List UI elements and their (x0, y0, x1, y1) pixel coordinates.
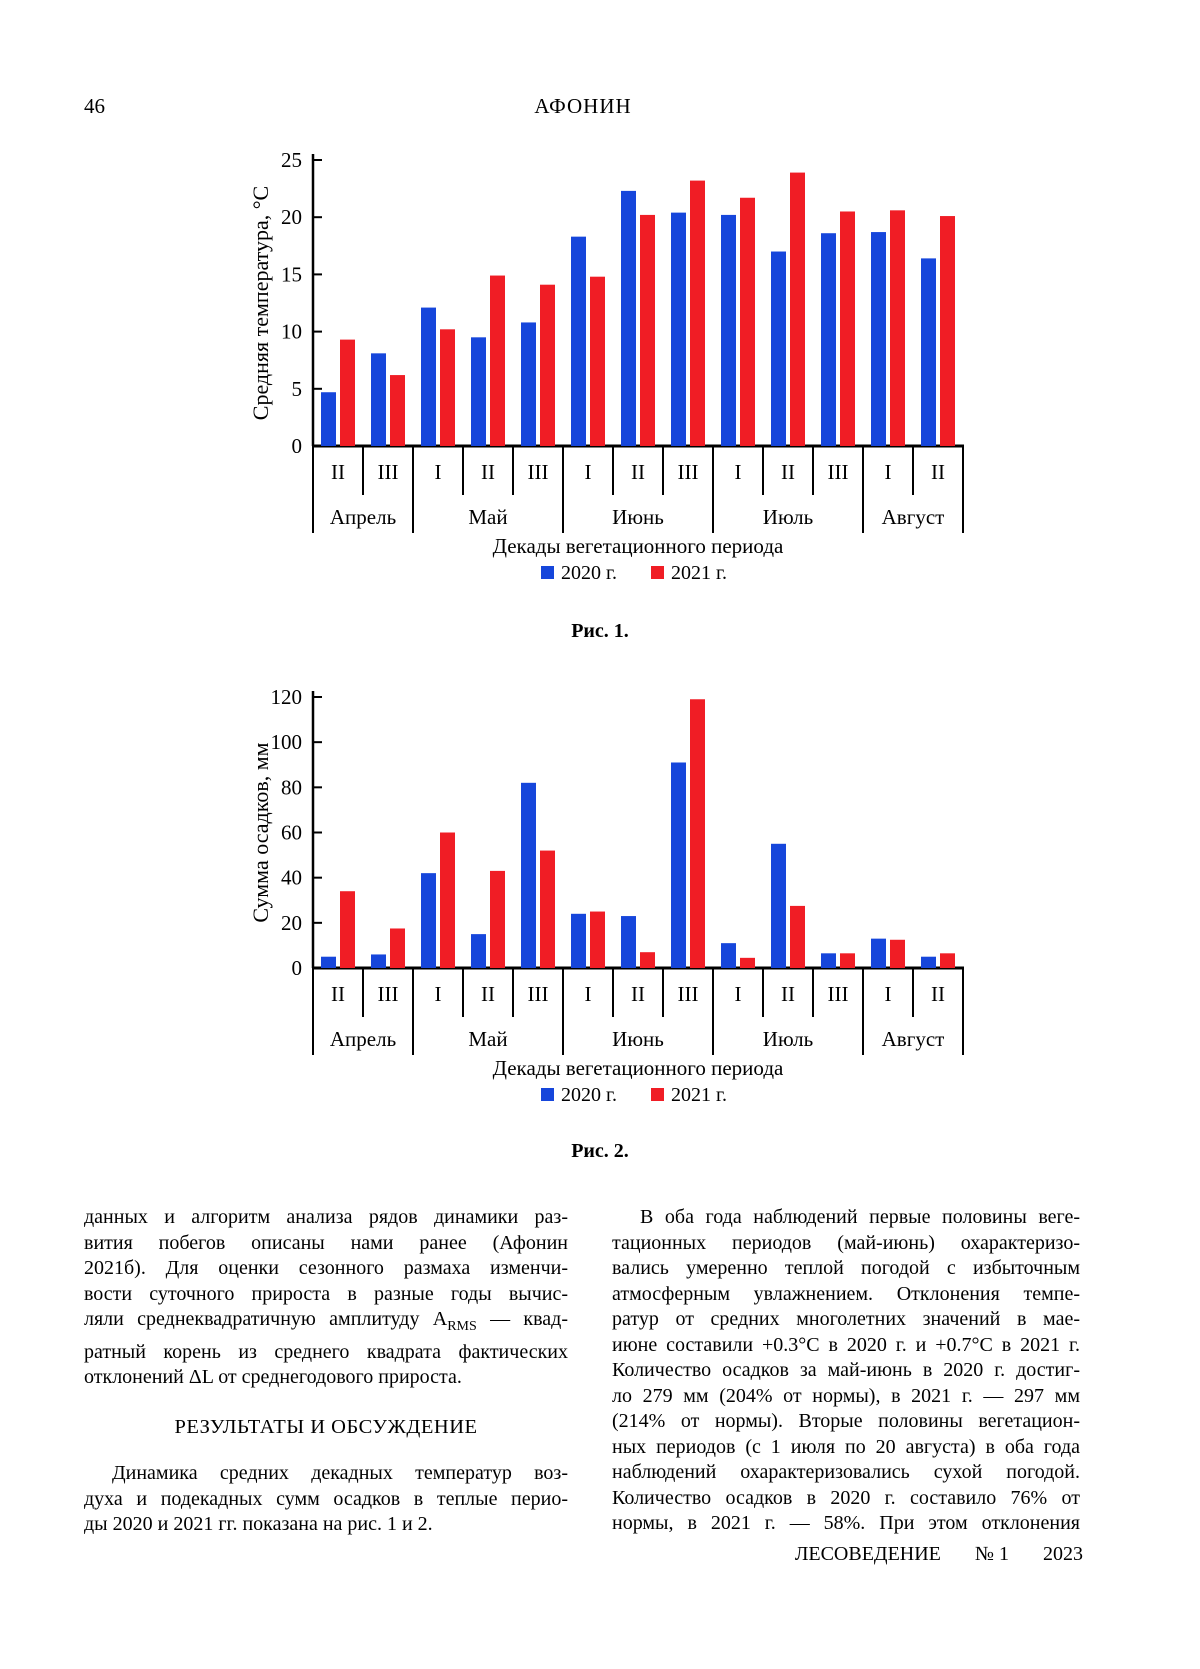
month-label: Август (881, 1027, 945, 1051)
bar-2020-III (671, 213, 686, 446)
text-line: июне составили +0.3°С в 2020 г. и +0.7°С в 2021 г. (612, 1333, 1080, 1356)
bar-2021-II (340, 891, 355, 968)
decade-label: II (481, 982, 495, 1006)
text-line: Количество осадков в 2020 г. составило 76% от (612, 1486, 1080, 1509)
bar-2021-II (490, 871, 505, 968)
bar-2020-III (671, 762, 686, 968)
bar-2020-I (421, 873, 436, 968)
bar-2021-III (840, 953, 855, 968)
month-label: Август (881, 505, 945, 529)
decade-label: III (827, 982, 849, 1006)
bar-2021-I (740, 958, 755, 968)
bar-2020-III (371, 954, 386, 968)
decade-label: II (781, 460, 795, 484)
right-text-column (612, 1205, 1080, 1537)
text-line: ляли среднеквадратичную амплитуду $A_{RMS}$ — квад- (84, 1308, 568, 1334)
text-line: ных периодов (с 1 июля по 20 августа) в оба года (612, 1435, 1080, 1458)
text-line: нормы, в 2021 г. — 58%. При этом отклонения (612, 1512, 1080, 1534)
legend-label: 2020 г. (561, 1084, 617, 1106)
bar-2021-I (590, 277, 605, 446)
bar-2020-II (621, 191, 636, 446)
text-line: 2021б). Для оценки сезонного размаха изменчи- (84, 1257, 568, 1279)
text-line: духа и подекадных сумм осадков в теплые перио- (84, 1487, 568, 1510)
month-label: Июнь (612, 505, 664, 529)
x-axis-title: Декады вегетационного периода (492, 1056, 784, 1080)
month-label: Июль (762, 1027, 814, 1051)
y-tick-label: 5 (291, 376, 302, 401)
bar-2021-II (790, 173, 805, 446)
legend-swatch (651, 566, 664, 579)
journal-footer (795, 1543, 1083, 1566)
section-heading: РЕЗУЛЬТАТЫ И ОБСУЖДЕНИЕ (174, 1415, 478, 1438)
figure-1-temperature-chart (0, 130, 1200, 630)
bar-2020-III (371, 353, 386, 446)
text-line: Количество осадков за май-июнь в 2020 г. достиг- (612, 1359, 1080, 1381)
bar-2020-III (821, 953, 836, 968)
decade-label: II (631, 982, 645, 1006)
bar-2020-II (321, 392, 336, 446)
bar-2021-I (440, 329, 455, 446)
decade-label: III (377, 460, 399, 484)
bar-2020-II (621, 916, 636, 968)
text-line: (214% от нормы). Вторые половины вегетацион- (612, 1410, 1080, 1432)
bar-2021-III (390, 928, 405, 968)
text-line: ло 279 мм (204% от нормы), в 2021 г. — 297 мм (612, 1384, 1080, 1407)
bar-2021-II (940, 216, 955, 446)
y-axis-title: Сумма осадков, мм (248, 742, 273, 923)
page-number: 46 (84, 94, 105, 118)
bar-2021-I (440, 833, 455, 969)
bar-2020-II (471, 337, 486, 446)
bar-2021-II (790, 906, 805, 968)
bar-2021-III (540, 285, 555, 446)
decade-label: III (677, 982, 699, 1006)
legend-label: 2020 г. (561, 562, 617, 584)
text-line: данных и алгоритм анализа рядов динамики раз- (84, 1206, 568, 1228)
legend-label: 2021 г. (671, 562, 727, 584)
decade-label: I (584, 460, 592, 484)
decade-label: II (331, 460, 345, 484)
bar-2021-II (640, 952, 655, 968)
y-tick-label: 60 (281, 820, 302, 845)
y-tick-label: 20 (281, 205, 302, 230)
month-label: Июль (762, 505, 814, 529)
running-head: АФОНИН (534, 94, 632, 118)
y-tick-label: 0 (291, 956, 302, 980)
bar-2020-II (921, 258, 936, 446)
y-tick-label: 120 (270, 685, 302, 709)
text-line: наблюдений охарактеризовались сухой погодой. (612, 1461, 1080, 1483)
legend-swatch (541, 1088, 554, 1101)
legend-swatch (651, 1088, 664, 1101)
y-axis-title: Средняя температура, °С (248, 185, 273, 421)
bar-2020-I (721, 943, 736, 968)
decade-label: III (677, 460, 699, 484)
y-tick-label: 20 (281, 910, 302, 935)
figure-2-caption: Рис. 2. (571, 1140, 629, 1162)
bar-2020-I (871, 939, 886, 968)
decade-label: I (734, 460, 742, 484)
bar-2020-II (771, 252, 786, 446)
bar-2020-I (571, 914, 586, 968)
bar-2021-I (890, 210, 905, 446)
decade-label: II (781, 982, 795, 1006)
footer-journal-name: ЛЕСОВЕДЕНИЕ (794, 1543, 941, 1565)
decade-label: I (434, 460, 442, 484)
footer-issue: № 1 (974, 1543, 1009, 1565)
bar-2020-II (471, 934, 486, 968)
decade-label: I (434, 982, 442, 1006)
text-line: тационных периодов (май-июнь) охарактеризо- (612, 1231, 1080, 1254)
y-tick-label: 15 (281, 262, 302, 287)
decade-label: III (827, 460, 849, 484)
decade-label: III (377, 982, 399, 1006)
decade-label: II (931, 982, 945, 1006)
month-label: Май (468, 505, 508, 529)
bar-2021-III (840, 211, 855, 446)
text-line: ратный корень из среднего квадрата фактических (84, 1340, 568, 1363)
decade-label: III (527, 460, 549, 484)
month-label: Июнь (612, 1027, 664, 1051)
text-line: ратур от средних многолетних значений в мае- (612, 1308, 1080, 1330)
bar-2021-III (690, 181, 705, 446)
bar-2020-III (821, 233, 836, 446)
bar-2021-III (390, 375, 405, 446)
text-line: отклонений ΔL от среднегодового прироста. (84, 1366, 462, 1388)
legend-label: 2021 г. (671, 1084, 727, 1106)
left-text-column (84, 1205, 568, 1538)
bar-2020-II (921, 957, 936, 968)
bar-2021-II (490, 276, 505, 446)
bar-2021-II (640, 215, 655, 446)
text-line: В оба года наблюдений первые половины веге- (640, 1206, 1080, 1228)
y-tick-label: 0 (291, 434, 302, 458)
decade-label: I (734, 982, 742, 1006)
bar-2020-III (521, 322, 536, 446)
y-tick-label: 100 (270, 730, 302, 755)
x-axis-title: Декады вегетационного периода (492, 534, 784, 558)
bar-2021-II (940, 953, 955, 968)
bar-2021-I (740, 198, 755, 446)
bar-2020-I (571, 237, 586, 446)
month-label: Май (468, 1027, 508, 1051)
month-label: Апрель (329, 505, 397, 529)
month-label: Апрель (329, 1027, 397, 1051)
y-tick-label: 40 (281, 865, 302, 890)
decade-label: II (331, 982, 345, 1006)
bar-2020-I (871, 232, 886, 446)
figure-2-precipitation-chart (0, 640, 1200, 1120)
legend-swatch (541, 566, 554, 579)
text-line: вости суточного прироста в разные годы вычис- (84, 1282, 568, 1305)
figure-1-caption: Рис. 1. (571, 620, 629, 642)
text-line: вития побегов описаны нами ранее (Афонин (84, 1231, 568, 1254)
bar-2021-I (890, 940, 905, 968)
decade-label: I (584, 982, 592, 1006)
decade-label: I (884, 982, 892, 1006)
decade-label: III (527, 982, 549, 1006)
bar-2021-II (340, 340, 355, 446)
y-tick-label: 80 (281, 775, 302, 800)
bar-2020-I (721, 215, 736, 446)
paragraph (612, 1205, 1080, 1537)
text-line: вались умеренно теплой погодой с избыточным (612, 1257, 1080, 1279)
bar-2021-I (590, 912, 605, 968)
text-line: атмосферным увлажнением. Отклонения темпе- (612, 1282, 1080, 1305)
bar-2020-III (521, 783, 536, 968)
decade-label: II (931, 460, 945, 484)
footer-year: 2023 (1043, 1543, 1083, 1565)
decade-label: II (631, 460, 645, 484)
bar-2020-I (421, 308, 436, 446)
paragraph (84, 1205, 568, 1391)
decade-label: II (481, 460, 495, 484)
bar-2021-III (540, 851, 555, 968)
paragraph (84, 1461, 568, 1538)
bar-2020-II (771, 844, 786, 968)
bar-2020-II (321, 957, 336, 968)
bar-2021-III (690, 699, 705, 968)
decade-label: I (884, 460, 892, 484)
y-tick-label: 10 (281, 319, 302, 344)
y-tick-label: 25 (281, 148, 302, 172)
text-line: ды 2020 и 2021 гг. показана на рис. 1 и 2. (84, 1513, 433, 1535)
text-line: Динамика средних декадных температур воз- (112, 1462, 568, 1484)
